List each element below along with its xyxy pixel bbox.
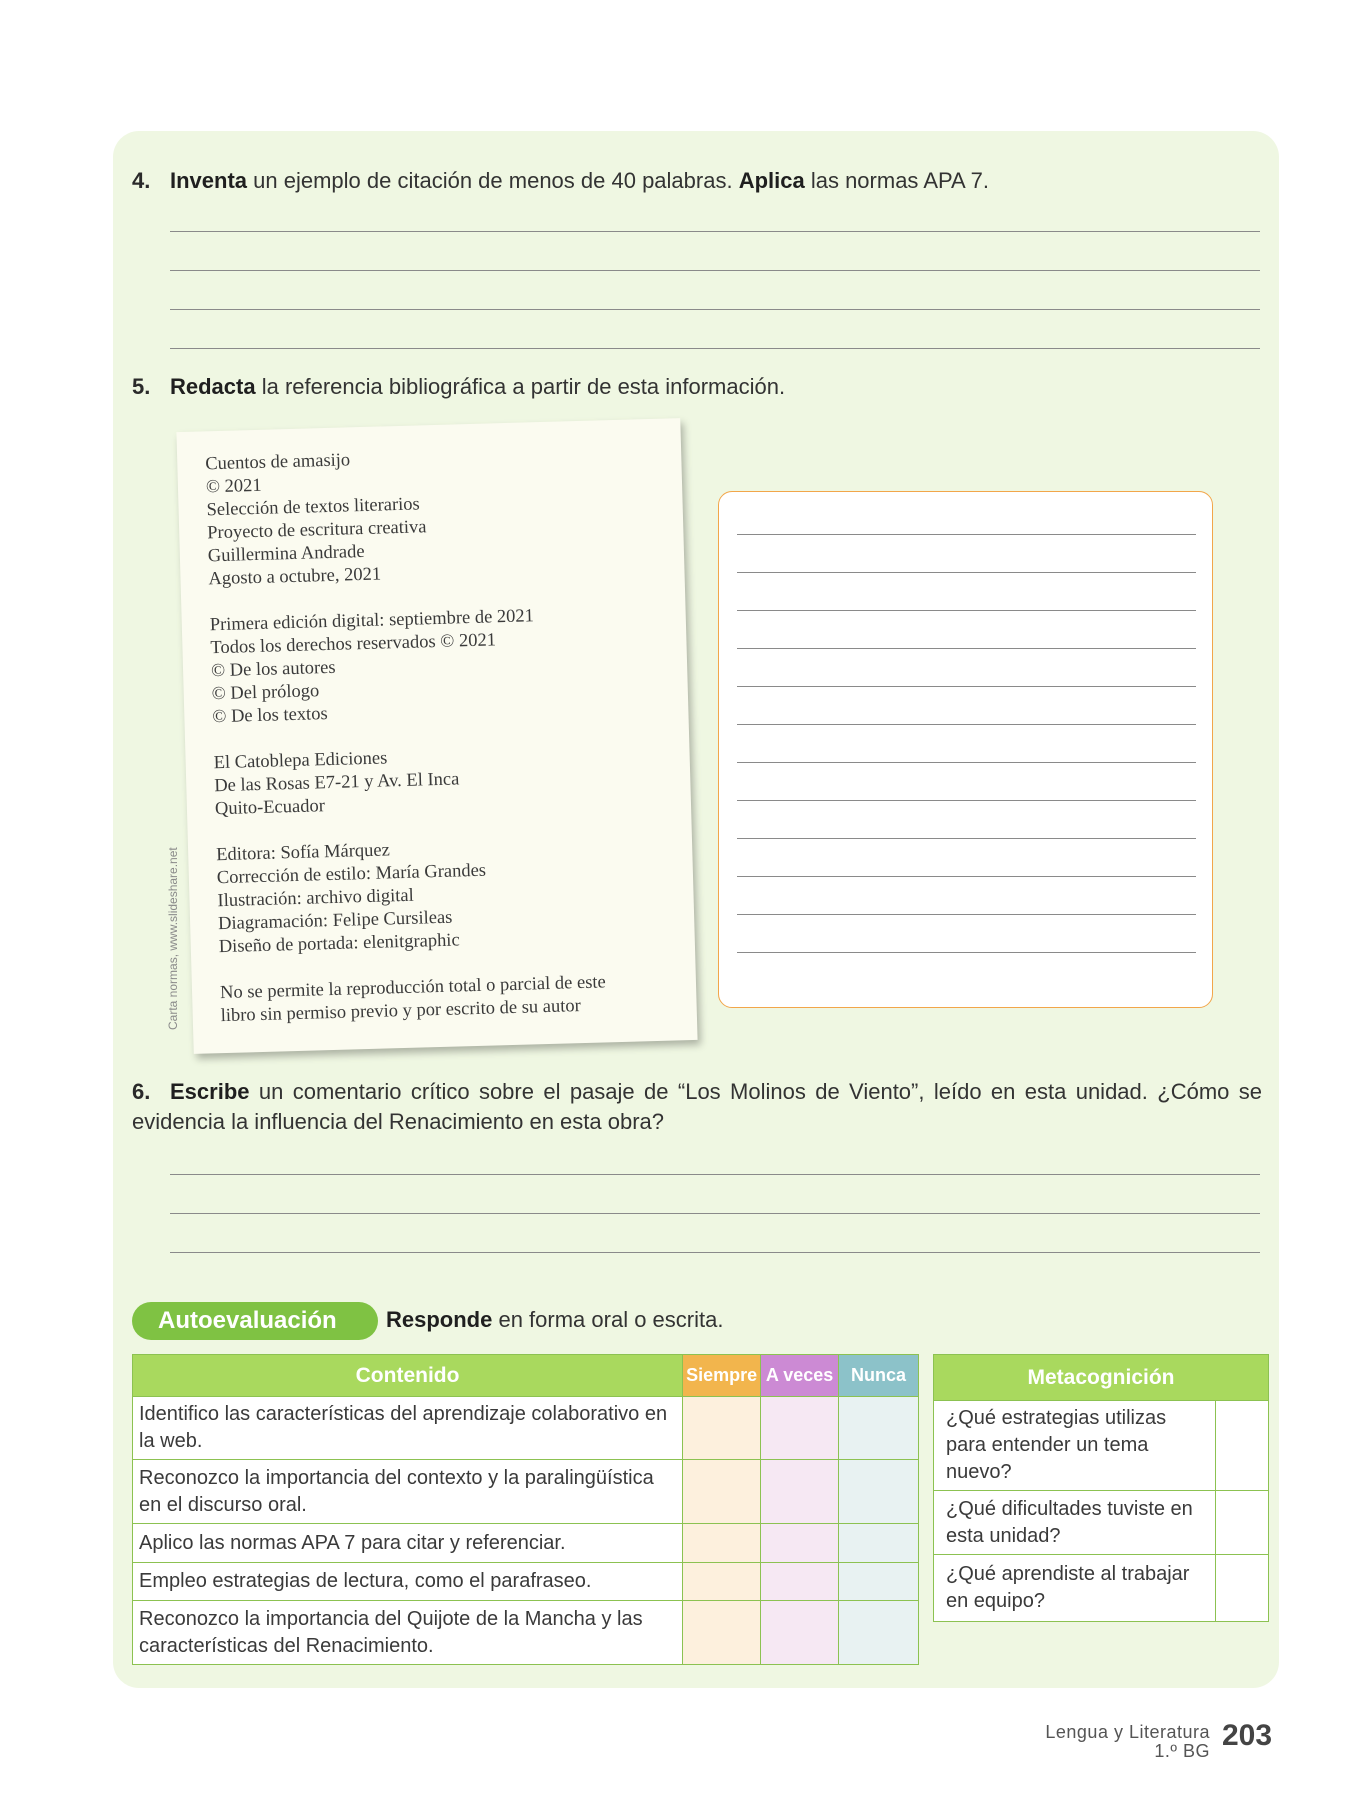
card-line: © De los textos [212,704,328,728]
question-4-number: 4. [132,168,151,193]
cell-a-veces[interactable] [761,1460,839,1524]
answer-line[interactable] [737,876,1196,877]
cell-nunca[interactable] [839,1563,919,1601]
copyright-card [176,418,697,1054]
cell-a-veces[interactable] [761,1397,839,1460]
table-row [133,1397,919,1460]
header-nunca: Nunca [839,1355,919,1397]
cell-siempre[interactable] [683,1524,761,1563]
row-content: Identifico las características del aprendizaje colaborativo en la web. [133,1397,683,1460]
question-4-text2: las normas APA 7. [804,168,989,193]
question-4-text: un ejemplo de citación de menos de 40 palabras. [247,168,739,193]
answer-line[interactable] [737,914,1196,915]
card-line: © Del prólogo [211,681,320,705]
table-header-row [133,1355,919,1397]
card-line: Quito-Ecuador [214,796,326,820]
cell-siempre[interactable] [683,1397,761,1460]
autoevaluacion-verb: Responde [386,1307,493,1332]
card-line: Diagramación: Felipe Cursileas [217,907,453,935]
card-line: Editora: Sofía Márquez [215,840,391,866]
footer-label [1045,1723,1210,1761]
footer-subject: Lengua y Literatura [1045,1722,1210,1742]
answer-line[interactable] [737,534,1196,535]
question-5-number: 5. [132,374,151,399]
row-content: Reconozco la importancia del Quijote de la Mancha y las características del Renacimiento. [133,1601,683,1665]
card-line: El Catoblepa Ediciones [213,748,388,774]
cell-a-veces[interactable] [761,1601,839,1665]
cell-nunca[interactable] [839,1397,919,1460]
answer-line[interactable] [737,610,1196,611]
table-row [133,1524,919,1563]
table-row [934,1555,1269,1622]
cell-a-veces[interactable] [761,1563,839,1601]
cell-siempre[interactable] [683,1460,761,1524]
card-line: Diseño de portada: elenitgraphic [218,930,460,958]
card-line: Selección de textos literarios [206,494,421,521]
question-5-verb: Redacta [170,374,256,399]
autoevaluacion-badge: Autoevaluación [132,1302,378,1340]
card-line: Primera edición digital: septiembre de 2021 [209,606,535,636]
metacognicion-header-row [934,1355,1269,1401]
metacognicion-answer-cell[interactable] [1216,1555,1269,1622]
answer-line[interactable] [737,572,1196,573]
autoevaluacion-text: en forma oral o escrita. [492,1307,724,1332]
image-credit: Carta normas, www.slideshare.net [166,847,180,1030]
answer-line[interactable] [737,686,1196,687]
card-line: libro sin permiso previo y por escrito de su autor [220,996,582,1027]
answer-line[interactable] [737,762,1196,763]
cell-nunca[interactable] [839,1524,919,1563]
card-line: Proyecto de escritura creativa [206,517,427,544]
answer-line[interactable] [737,800,1196,801]
table-row [133,1563,919,1601]
question-6-number: 6. [132,1079,151,1104]
metacognicion-question: ¿Qué aprendiste al trabajar en equipo? [934,1555,1216,1622]
cell-siempre[interactable] [683,1601,761,1665]
answer-line[interactable] [737,648,1196,649]
cell-siempre[interactable] [683,1563,761,1601]
header-metacognicion: Metacognición [934,1355,1269,1401]
answer-line-4-4[interactable] [170,348,1260,349]
question-6 [132,1077,1262,1137]
question-4-verb2: Aplica [738,168,805,193]
header-a-veces: A veces [761,1355,839,1397]
row-content: Aplico las normas APA 7 para citar y referenciar. [133,1524,683,1563]
page-number: 203 [1222,1719,1273,1752]
question-4 [132,166,989,196]
autoevaluacion-instruction [386,1305,723,1335]
card-line: No se permite la reproducción total o parcial de este [219,972,607,1004]
card-line: Todos los derechos reservados © 2021 [210,630,497,659]
table-row [133,1601,919,1665]
table-row [934,1491,1269,1555]
answer-line-6-2[interactable] [170,1213,1260,1214]
question-6-verb: Escribe [170,1079,250,1104]
autoevaluacion-table [132,1354,919,1665]
cell-nunca[interactable] [839,1601,919,1665]
answer-line[interactable] [737,952,1196,953]
header-contenido: Contenido [133,1355,683,1397]
table-row [934,1401,1269,1491]
card-line: © De los autores [210,657,336,682]
answer-line-6-3[interactable] [170,1252,1260,1253]
answer-line[interactable] [737,724,1196,725]
metacognicion-table [933,1354,1269,1622]
row-content: Reconozco la importancia del contexto y la paralingüística en el discurso oral. [133,1460,683,1524]
card-line: Guillermina Andrade [207,541,365,567]
answer-line-4-3[interactable] [170,309,1260,310]
question-5-text: la referencia bibliográfica a partir de esta información. [255,374,786,399]
metacognicion-question: ¿Qué dificultades tuviste en esta unidad? [934,1491,1216,1555]
answer-line[interactable] [737,838,1196,839]
metacognicion-question: ¿Qué estrategias utilizas para entender un tema nuevo? [934,1401,1216,1491]
card-line: Ilustración: archivo digital [217,885,414,912]
footer-grade: 1.º BG [1154,1741,1210,1761]
metacognicion-answer-cell[interactable] [1216,1491,1269,1555]
answer-line-4-1[interactable] [170,231,1260,232]
reference-answer-box[interactable] [718,491,1213,1008]
card-line: © 2021 [205,475,262,498]
row-content: Empleo estrategias de lectura, como el parafraseo. [133,1563,683,1601]
answer-line-4-2[interactable] [170,270,1260,271]
header-siempre: Siempre [683,1355,761,1397]
card-line: Cuentos de amasijo [205,450,351,475]
table-row [133,1460,919,1524]
question-6-text: un comentario crítico sobre el pasaje de “Los Molinos de Viento”, leído en esta unidad. ¿Cómo se evidencia la influencia del Renacimiento en esta obra? [132,1079,1262,1134]
question-5 [132,372,785,402]
card-line: De las Rosas E7-21 y Av. El Inca [214,769,460,797]
metacognicion-answer-cell[interactable] [1216,1401,1269,1491]
cell-a-veces[interactable] [761,1524,839,1563]
card-line: Corrección de estilo: María Grandes [216,860,487,889]
answer-line-6-1[interactable] [170,1174,1260,1175]
cell-nunca[interactable] [839,1460,919,1524]
question-4-verb: Inventa [170,168,248,193]
card-line: Agosto a octubre, 2021 [208,564,382,590]
